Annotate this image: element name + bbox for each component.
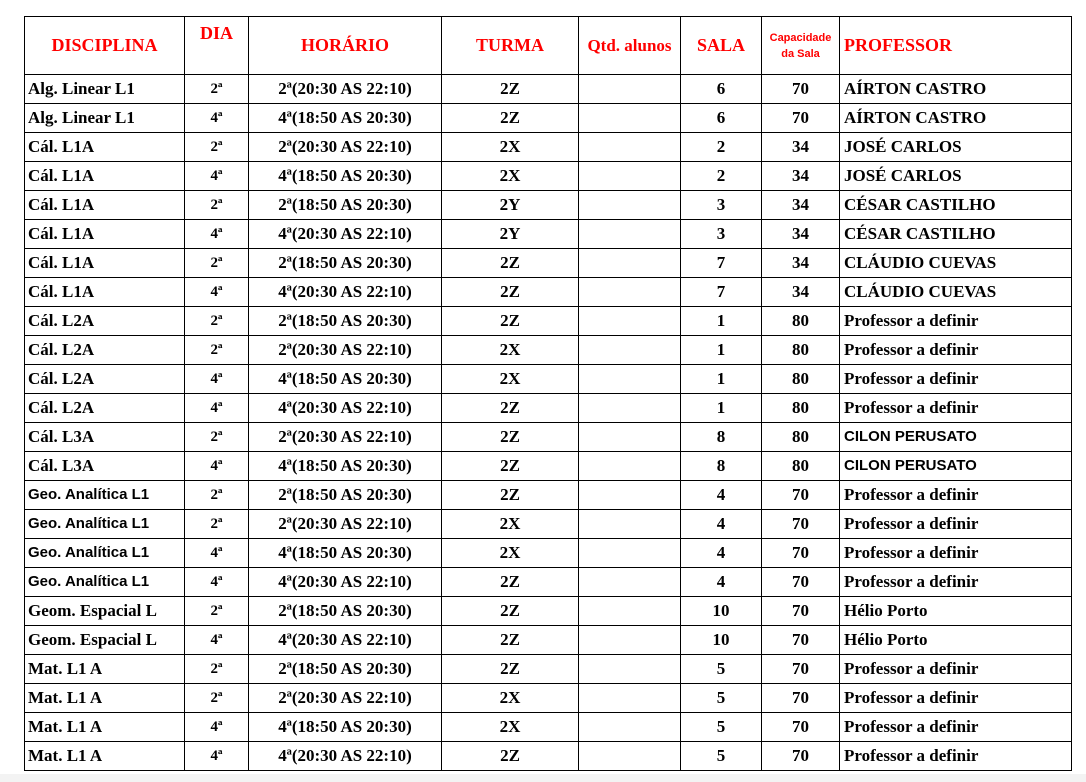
cell-capacidade: 34 (762, 220, 840, 249)
cell-turma: 2Z (442, 75, 579, 104)
cell-turma: 2Z (442, 307, 579, 336)
cell-professor: Professor a definir (840, 307, 1072, 336)
table-row (25, 539, 1072, 568)
cell-qtd-alunos (579, 510, 681, 539)
cell-sala: 8 (681, 452, 762, 481)
cell-sala: 2 (681, 162, 762, 191)
cell-disciplina: Cál. L1A (25, 191, 185, 220)
cell-sala: 4 (681, 539, 762, 568)
cell-horario: 4ª(18:50 AS 20:30) (249, 162, 442, 191)
cell-dia: 2ª (185, 75, 249, 104)
cell-sala: 8 (681, 423, 762, 452)
cell-disciplina: Alg. Linear L1 (25, 75, 185, 104)
cell-qtd-alunos (579, 684, 681, 713)
table-row (25, 684, 1072, 713)
cell-turma: 2Z (442, 452, 579, 481)
cell-horario: 2ª(18:50 AS 20:30) (249, 655, 442, 684)
table-row (25, 568, 1072, 597)
cell-capacidade: 34 (762, 191, 840, 220)
table-row (25, 597, 1072, 626)
cell-horario: 2ª(18:50 AS 20:30) (249, 481, 442, 510)
cell-sala: 6 (681, 75, 762, 104)
cell-disciplina: Mat. L1 A (25, 742, 185, 771)
header-capacidade-line1: Capacidade (769, 31, 832, 44)
cell-dia: 2ª (185, 510, 249, 539)
cell-sala: 1 (681, 307, 762, 336)
cell-disciplina: Cál. L1A (25, 220, 185, 249)
cell-horario: 2ª(18:50 AS 20:30) (249, 249, 442, 278)
table-row (25, 626, 1072, 655)
cell-sala: 10 (681, 597, 762, 626)
cell-dia: 2ª (185, 249, 249, 278)
cell-qtd-alunos (579, 452, 681, 481)
cell-qtd-alunos (579, 307, 681, 336)
cell-capacidade: 70 (762, 539, 840, 568)
header-disciplina: DISCIPLINA (25, 17, 185, 75)
cell-horario: 4ª(20:30 AS 22:10) (249, 220, 442, 249)
cell-disciplina: Mat. L1 A (25, 684, 185, 713)
table-row (25, 249, 1072, 278)
cell-turma: 2Z (442, 481, 579, 510)
cell-qtd-alunos (579, 394, 681, 423)
cell-sala: 1 (681, 336, 762, 365)
cell-horario: 2ª(20:30 AS 22:10) (249, 684, 442, 713)
cell-sala: 1 (681, 365, 762, 394)
cell-dia: 4ª (185, 568, 249, 597)
cell-sala: 4 (681, 568, 762, 597)
cell-dia: 2ª (185, 481, 249, 510)
cell-qtd-alunos (579, 162, 681, 191)
cell-horario: 2ª(18:50 AS 20:30) (249, 191, 442, 220)
cell-qtd-alunos (579, 742, 681, 771)
cell-disciplina: Cál. L3A (25, 423, 185, 452)
cell-turma: 2Z (442, 655, 579, 684)
cell-turma: 2X (442, 684, 579, 713)
table-row (25, 220, 1072, 249)
cell-turma: 2X (442, 539, 579, 568)
cell-sala: 5 (681, 684, 762, 713)
cell-professor: CÉSAR CASTILHO (840, 220, 1072, 249)
cell-capacidade: 70 (762, 104, 840, 133)
cell-professor: AÍRTON CASTRO (840, 75, 1072, 104)
cell-dia: 2ª (185, 423, 249, 452)
cell-qtd-alunos (579, 220, 681, 249)
cell-professor: Professor a definir (840, 568, 1072, 597)
cell-qtd-alunos (579, 104, 681, 133)
table-row (25, 278, 1072, 307)
table-row (25, 307, 1072, 336)
cell-turma: 2Z (442, 104, 579, 133)
table-row (25, 742, 1072, 771)
header-horario: HORÁRIO (249, 17, 442, 75)
cell-turma: 2Z (442, 568, 579, 597)
cell-horario: 2ª(20:30 AS 22:10) (249, 510, 442, 539)
cell-professor: CLÁUDIO CUEVAS (840, 249, 1072, 278)
cell-turma: 2Z (442, 278, 579, 307)
cell-qtd-alunos (579, 278, 681, 307)
cell-dia: 4ª (185, 365, 249, 394)
cell-professor: CÉSAR CASTILHO (840, 191, 1072, 220)
cell-turma: 2X (442, 510, 579, 539)
cell-qtd-alunos (579, 713, 681, 742)
cell-dia: 2ª (185, 684, 249, 713)
header-qtd-alunos: Qtd. alunos (579, 17, 681, 75)
cell-qtd-alunos (579, 597, 681, 626)
table-row (25, 133, 1072, 162)
cell-capacidade: 70 (762, 597, 840, 626)
cell-sala: 5 (681, 742, 762, 771)
cell-turma: 2Z (442, 597, 579, 626)
cell-dia: 4ª (185, 162, 249, 191)
cell-capacidade: 70 (762, 655, 840, 684)
cell-sala: 7 (681, 249, 762, 278)
table-row (25, 510, 1072, 539)
header-sala: SALA (681, 17, 762, 75)
cell-horario: 2ª(18:50 AS 20:30) (249, 597, 442, 626)
cell-capacidade: 70 (762, 742, 840, 771)
cell-capacidade: 34 (762, 133, 840, 162)
cell-sala: 4 (681, 481, 762, 510)
cell-professor: Professor a definir (840, 510, 1072, 539)
cell-horario: 2ª(20:30 AS 22:10) (249, 336, 442, 365)
cell-professor: Professor a definir (840, 655, 1072, 684)
cell-capacidade: 70 (762, 568, 840, 597)
cell-capacidade: 70 (762, 510, 840, 539)
cell-capacidade: 80 (762, 423, 840, 452)
cell-professor: Professor a definir (840, 713, 1072, 742)
cell-professor: CILON PERUSATO (840, 423, 1072, 452)
cell-capacidade: 34 (762, 278, 840, 307)
cell-dia: 4ª (185, 452, 249, 481)
cell-horario: 4ª(20:30 AS 22:10) (249, 742, 442, 771)
cell-dia: 2ª (185, 655, 249, 684)
cell-qtd-alunos (579, 133, 681, 162)
cell-horario: 4ª(18:50 AS 20:30) (249, 104, 442, 133)
header-professor: PROFESSOR (840, 17, 1072, 75)
cell-sala: 1 (681, 394, 762, 423)
cell-disciplina: Cál. L1A (25, 249, 185, 278)
cell-dia: 2ª (185, 336, 249, 365)
cell-capacidade: 80 (762, 307, 840, 336)
cell-professor: Professor a definir (840, 336, 1072, 365)
cell-horario: 4ª(18:50 AS 20:30) (249, 452, 442, 481)
cell-dia: 4ª (185, 626, 249, 655)
table-row (25, 162, 1072, 191)
cell-disciplina: Geo. Analítica L1 (25, 568, 185, 597)
table-row (25, 365, 1072, 394)
cell-turma: 2X (442, 336, 579, 365)
cell-disciplina: Mat. L1 A (25, 713, 185, 742)
cell-professor: Professor a definir (840, 684, 1072, 713)
cell-disciplina: Cál. L3A (25, 452, 185, 481)
table-row (25, 75, 1072, 104)
cell-qtd-alunos (579, 655, 681, 684)
cell-qtd-alunos (579, 249, 681, 278)
cell-disciplina: Alg. Linear L1 (25, 104, 185, 133)
cell-qtd-alunos (579, 75, 681, 104)
cell-sala: 6 (681, 104, 762, 133)
cell-horario: 2ª(20:30 AS 22:10) (249, 75, 442, 104)
cell-turma: 2X (442, 162, 579, 191)
cell-disciplina: Geo. Analítica L1 (25, 481, 185, 510)
cell-sala: 5 (681, 655, 762, 684)
cell-capacidade: 70 (762, 713, 840, 742)
cell-dia: 4ª (185, 394, 249, 423)
cell-turma: 2Z (442, 423, 579, 452)
cell-sala: 2 (681, 133, 762, 162)
header-dia: DIA (185, 17, 249, 75)
cell-turma: 2Z (442, 394, 579, 423)
cell-capacidade: 70 (762, 75, 840, 104)
cell-qtd-alunos (579, 481, 681, 510)
schedule-body (25, 75, 1072, 771)
cell-turma: 2X (442, 365, 579, 394)
cell-turma: 2Z (442, 249, 579, 278)
cell-horario: 2ª(20:30 AS 22:10) (249, 133, 442, 162)
cell-disciplina: Geom. Espacial L (25, 626, 185, 655)
cell-qtd-alunos (579, 191, 681, 220)
cell-capacidade: 80 (762, 365, 840, 394)
cell-dia: 2ª (185, 133, 249, 162)
cell-dia: 2ª (185, 597, 249, 626)
cell-horario: 4ª(18:50 AS 20:30) (249, 365, 442, 394)
cell-disciplina: Geo. Analítica L1 (25, 539, 185, 568)
cell-turma: 2X (442, 133, 579, 162)
cell-turma: 2X (442, 713, 579, 742)
cell-sala: 3 (681, 220, 762, 249)
table-row (25, 655, 1072, 684)
cell-professor: Professor a definir (840, 481, 1072, 510)
cell-disciplina: Cál. L2A (25, 394, 185, 423)
cell-qtd-alunos (579, 365, 681, 394)
cell-professor: Professor a definir (840, 394, 1072, 423)
table-row (25, 104, 1072, 133)
cell-dia: 2ª (185, 191, 249, 220)
cell-disciplina: Geo. Analítica L1 (25, 510, 185, 539)
page-bottom-strip (0, 774, 1086, 782)
cell-capacidade: 80 (762, 394, 840, 423)
cell-professor: Professor a definir (840, 365, 1072, 394)
cell-professor: Hélio Porto (840, 597, 1072, 626)
cell-turma: 2Y (442, 191, 579, 220)
cell-dia: 4ª (185, 220, 249, 249)
table-row (25, 423, 1072, 452)
cell-sala: 4 (681, 510, 762, 539)
table-row (25, 452, 1072, 481)
cell-capacidade: 80 (762, 336, 840, 365)
cell-capacidade: 70 (762, 481, 840, 510)
cell-dia: 4ª (185, 539, 249, 568)
cell-capacidade: 70 (762, 626, 840, 655)
cell-capacidade: 70 (762, 684, 840, 713)
table-row (25, 713, 1072, 742)
table-row (25, 481, 1072, 510)
cell-dia: 4ª (185, 278, 249, 307)
cell-professor: CILON PERUSATO (840, 452, 1072, 481)
cell-horario: 2ª(20:30 AS 22:10) (249, 423, 442, 452)
cell-professor: CLÁUDIO CUEVAS (840, 278, 1072, 307)
table-row (25, 394, 1072, 423)
cell-qtd-alunos (579, 626, 681, 655)
cell-horario: 4ª(18:50 AS 20:30) (249, 713, 442, 742)
cell-horario: 4ª(18:50 AS 20:30) (249, 539, 442, 568)
cell-sala: 5 (681, 713, 762, 742)
cell-dia: 2ª (185, 307, 249, 336)
cell-qtd-alunos (579, 423, 681, 452)
cell-qtd-alunos (579, 539, 681, 568)
cell-professor: JOSÉ CARLOS (840, 133, 1072, 162)
cell-disciplina: Cál. L2A (25, 336, 185, 365)
header-row (25, 17, 1072, 75)
cell-sala: 10 (681, 626, 762, 655)
schedule-table (24, 16, 1072, 771)
header-capacidade (762, 17, 840, 75)
cell-disciplina: Cál. L1A (25, 133, 185, 162)
cell-sala: 3 (681, 191, 762, 220)
cell-disciplina: Cál. L1A (25, 278, 185, 307)
cell-disciplina: Cál. L2A (25, 365, 185, 394)
table-row (25, 336, 1072, 365)
cell-disciplina: Cál. L1A (25, 162, 185, 191)
table-row (25, 191, 1072, 220)
cell-dia: 4ª (185, 104, 249, 133)
cell-professor: Professor a definir (840, 742, 1072, 771)
cell-horario: 4ª(20:30 AS 22:10) (249, 278, 442, 307)
cell-horario: 4ª(20:30 AS 22:10) (249, 568, 442, 597)
cell-professor: JOSÉ CARLOS (840, 162, 1072, 191)
cell-capacidade: 80 (762, 452, 840, 481)
cell-horario: 4ª(20:30 AS 22:10) (249, 394, 442, 423)
cell-disciplina: Geom. Espacial L (25, 597, 185, 626)
cell-qtd-alunos (579, 568, 681, 597)
cell-professor: AÍRTON CASTRO (840, 104, 1072, 133)
cell-horario: 2ª(18:50 AS 20:30) (249, 307, 442, 336)
cell-turma: 2Z (442, 626, 579, 655)
cell-turma: 2Y (442, 220, 579, 249)
cell-dia: 4ª (185, 742, 249, 771)
cell-dia: 4ª (185, 713, 249, 742)
cell-qtd-alunos (579, 336, 681, 365)
cell-professor: Professor a definir (840, 539, 1072, 568)
header-turma: TURMA (442, 17, 579, 75)
cell-capacidade: 34 (762, 249, 840, 278)
header-capacidade-line2: da Sala (781, 47, 820, 60)
cell-sala: 7 (681, 278, 762, 307)
cell-disciplina: Cál. L2A (25, 307, 185, 336)
cell-capacidade: 34 (762, 162, 840, 191)
cell-horario: 4ª(20:30 AS 22:10) (249, 626, 442, 655)
cell-disciplina: Mat. L1 A (25, 655, 185, 684)
cell-professor: Hélio Porto (840, 626, 1072, 655)
cell-turma: 2Z (442, 742, 579, 771)
